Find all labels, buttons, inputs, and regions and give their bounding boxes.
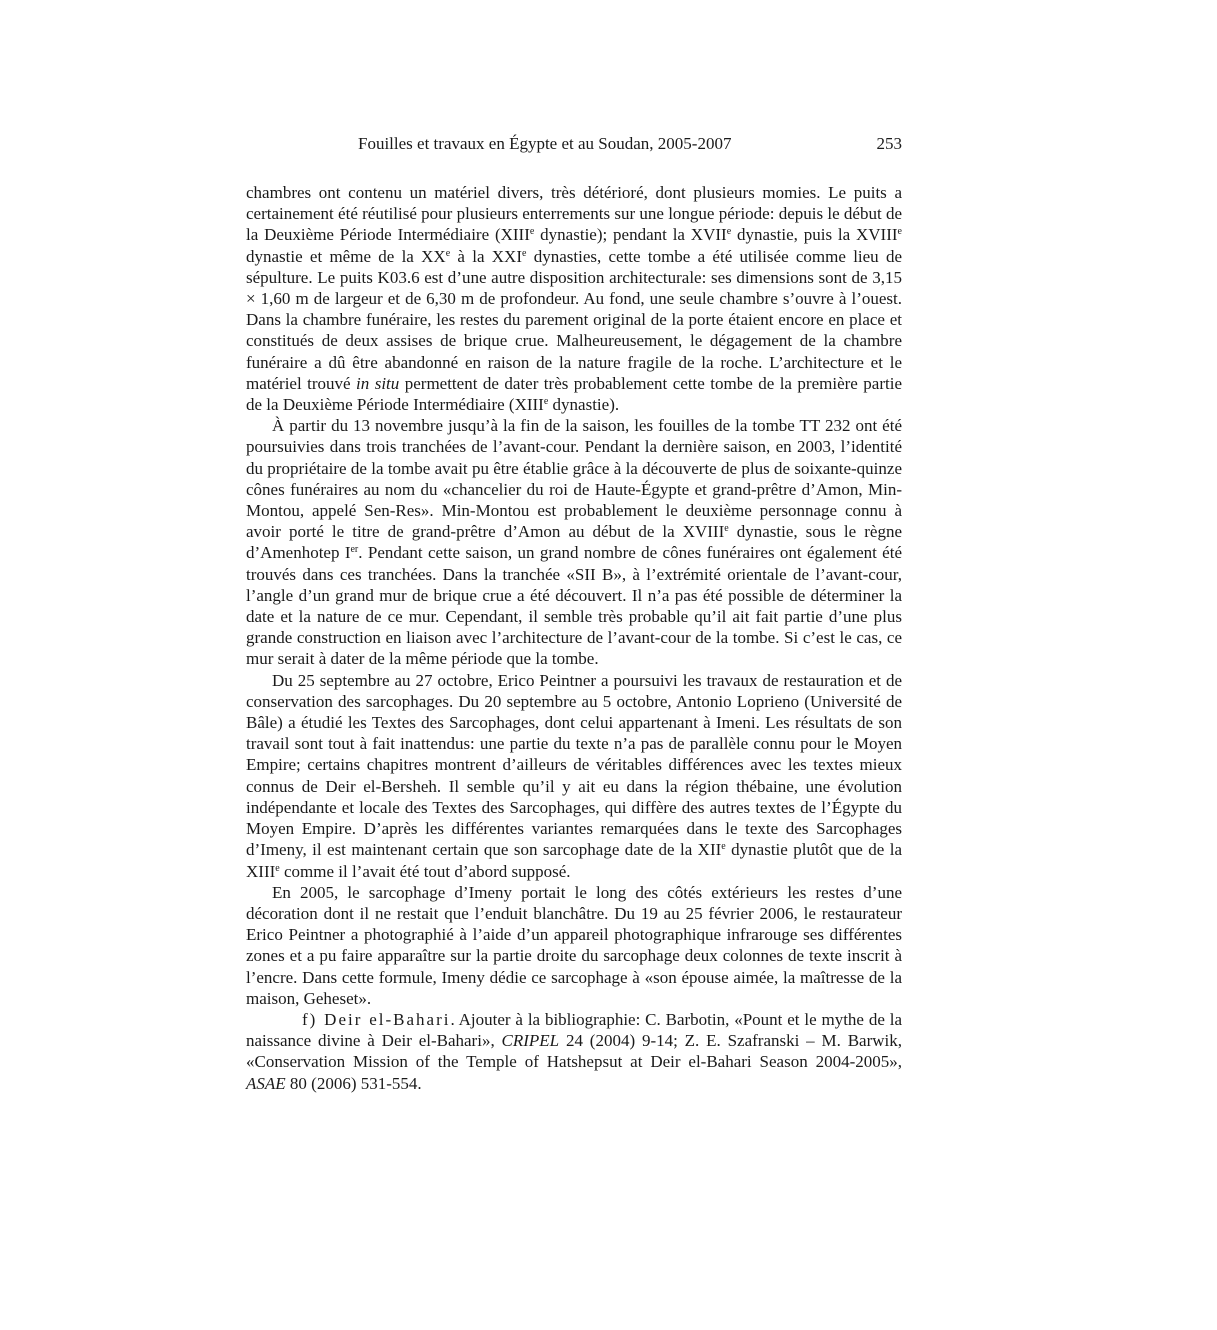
text-run: . Pendant cette saison, un grand nombre de cônes funéraires ont également été trouvés dans ces tranchées. Dans la tranchée «SII B», à l’extrémité orientale de l’avant-cour, l’angle d’un grand mur de brique crue a été découvert. Il n’a pas été possible de déterminer la date et la nature de ce mur. Cependant, il semble très probable qu’il ait fait partie d’une plus grande construction en liaison avec l’architecture de l’avant-cour de la tombe. Si c’est le cas, ce mur serait à dater de la même période que la tombe. xyxy=(246,543,902,669)
superscript: e xyxy=(721,841,726,853)
text-run: dynastie). xyxy=(548,395,620,415)
text-run: dynastie); pendant la XVII xyxy=(534,225,727,245)
paragraph xyxy=(246,882,902,1009)
superscript: e xyxy=(724,523,729,535)
text-run: dynasties, cette tombe a été utilisée comme lieu de sépulture. Le puits K03.6 est d’une autre disposition architecturale: ses dimensions sont de 3,15 × 1,60 m de largeur et de 6,30 m de profondeur. Au fond, une seule chambre s’ouvre à l’ouest. Dans la chambre funéraire, les restes du parement original de la porte étaient encore en place et constitués de deux assises de brique crue. Malheureusement, le dégagement de la chambre funéraire a dû être abandonné en raison de la nature fragile de la roche. L’architecture et le matériel trouvé xyxy=(246,246,902,393)
running-title: Fouilles et travaux en Égypte et au Soudan, 2005-2007 xyxy=(358,134,732,153)
superscript: e xyxy=(529,226,535,238)
text-run: dynastie, sous le règne d’Amenhotep I xyxy=(246,522,902,563)
italic-text: CRIPEL xyxy=(501,1031,560,1051)
text-run: à la XXI xyxy=(450,246,522,266)
text-run: En 2005, le sarcophage d’Imeny portait le long des côtés extérieurs les restes d’une décoration dont il ne restait que l’enduit blanchâtre. Du 19 au 25 février 2006, le restaurateur Erico Peintner a photographié à l’aide d’un appareil photographique infrarouge ses différentes zones et a pu faire apparaître sur la partie droite du sarcophage deux colonnes de texte inscrit à l’encre. Dans cette formule, Imeny dédie ce sarcophage à «son épouse aimée, la maîtresse de la maison, Geheset». xyxy=(246,882,902,1008)
text-run: À partir du 13 novembre jusqu’à la fin de la saison, les fouilles de la tombe TT 232 ont été poursuivies dans trois tranchées de l’avant-cour. Pendant la dernière saison, en 2003, l’identité du propriétaire de la tombe avait pu être établie grâce à la découverte de plus de soixante-quinze cônes funéraires au nom du «chancelier du roi de Haute-Égypte et grand-prêtre d’Amon, Min-Montou, appelé Sen-Res». Min-Montou est probablement le deuxième personnage connu à avoir porté le titre de grand-prêtre d’Amon au début de la XVIII xyxy=(246,416,902,542)
superscript: e xyxy=(543,396,549,408)
superscript: e xyxy=(275,862,280,874)
paragraph xyxy=(246,670,902,882)
paragraph xyxy=(246,1009,902,1094)
text-run: . Ajouter à la bibliographie: C. Barbotin, «Pount et le mythe de la naissance divine à Deir el-Bahari», xyxy=(246,1009,902,1051)
text-run: dynastie, puis la XVIII xyxy=(731,225,898,245)
italic-text: in situ xyxy=(356,373,400,393)
section-heading: f) Deir el-Bahari xyxy=(302,1009,451,1029)
paragraph xyxy=(246,182,902,415)
text-run: 80 (2006) 531-554. xyxy=(285,1073,422,1093)
text-run: permettent de dater très probablement cette tombe de la première partie de la Deuxième Période Intermédiaire (XIII xyxy=(246,373,902,415)
superscript: er xyxy=(350,544,359,556)
running-header xyxy=(246,132,902,156)
superscript: e xyxy=(445,247,451,259)
superscript: e xyxy=(897,226,902,238)
text-run: Du 25 septembre au 27 octobre, Erico Peintner a poursuivi les travaux de restauration et de conservation des sarcophages. Du 20 septembre au 5 octobre, Antonio Loprieno (Université de Bâle) a étudié les Textes des Sarcophages, dont celui appartenant à Imeni. Les résultats de son travail sont tout à fait inattendus: une partie du texte n’a pas de parallèle connu pour le Moyen Empire; certains chapitres montrent d’ailleurs de véritables différences avec les textes mieux connus de Deir el-Bersheh. Il semble qu’il y ait eu dans la région thébaine, une évolution indépendante et locale des Textes des Sarcophages, qui diffère des autres textes de l’Égypte du Moyen Empire. D’après les différentes variantes remarquées dans le texte des Sarcophages d’Imeny, il est maintenant certain que son sarcophage date de la XII xyxy=(246,670,902,860)
superscript: e xyxy=(521,247,527,259)
text-run: comme il l’avait été tout d’abord supposé. xyxy=(279,861,571,881)
superscript: e xyxy=(726,226,732,238)
text-run: dynastie et même de la XX xyxy=(246,246,446,266)
italic-text: ASAE xyxy=(246,1073,286,1093)
paragraph xyxy=(246,415,902,669)
text-run: chambres ont contenu un matériel divers, très détérioré, dont plusieurs momies. Le puits a certainement été réutilisé pour plusieurs enterrements sur une longue période: depuis le début de la Deuxième Période Intermédiaire (XIII xyxy=(246,183,902,245)
page-number: 253 xyxy=(876,134,902,153)
text-run: 24 (2004) 9-14; Z. E. Szafranski – M. Barwik, «Conservation Mission of the Temple of Hatshepsut at Deir el-Bahari Season 2004-2005», xyxy=(246,1031,903,1072)
body-text xyxy=(246,182,902,1094)
text-run: dynastie plutôt que de la XIII xyxy=(246,840,903,881)
